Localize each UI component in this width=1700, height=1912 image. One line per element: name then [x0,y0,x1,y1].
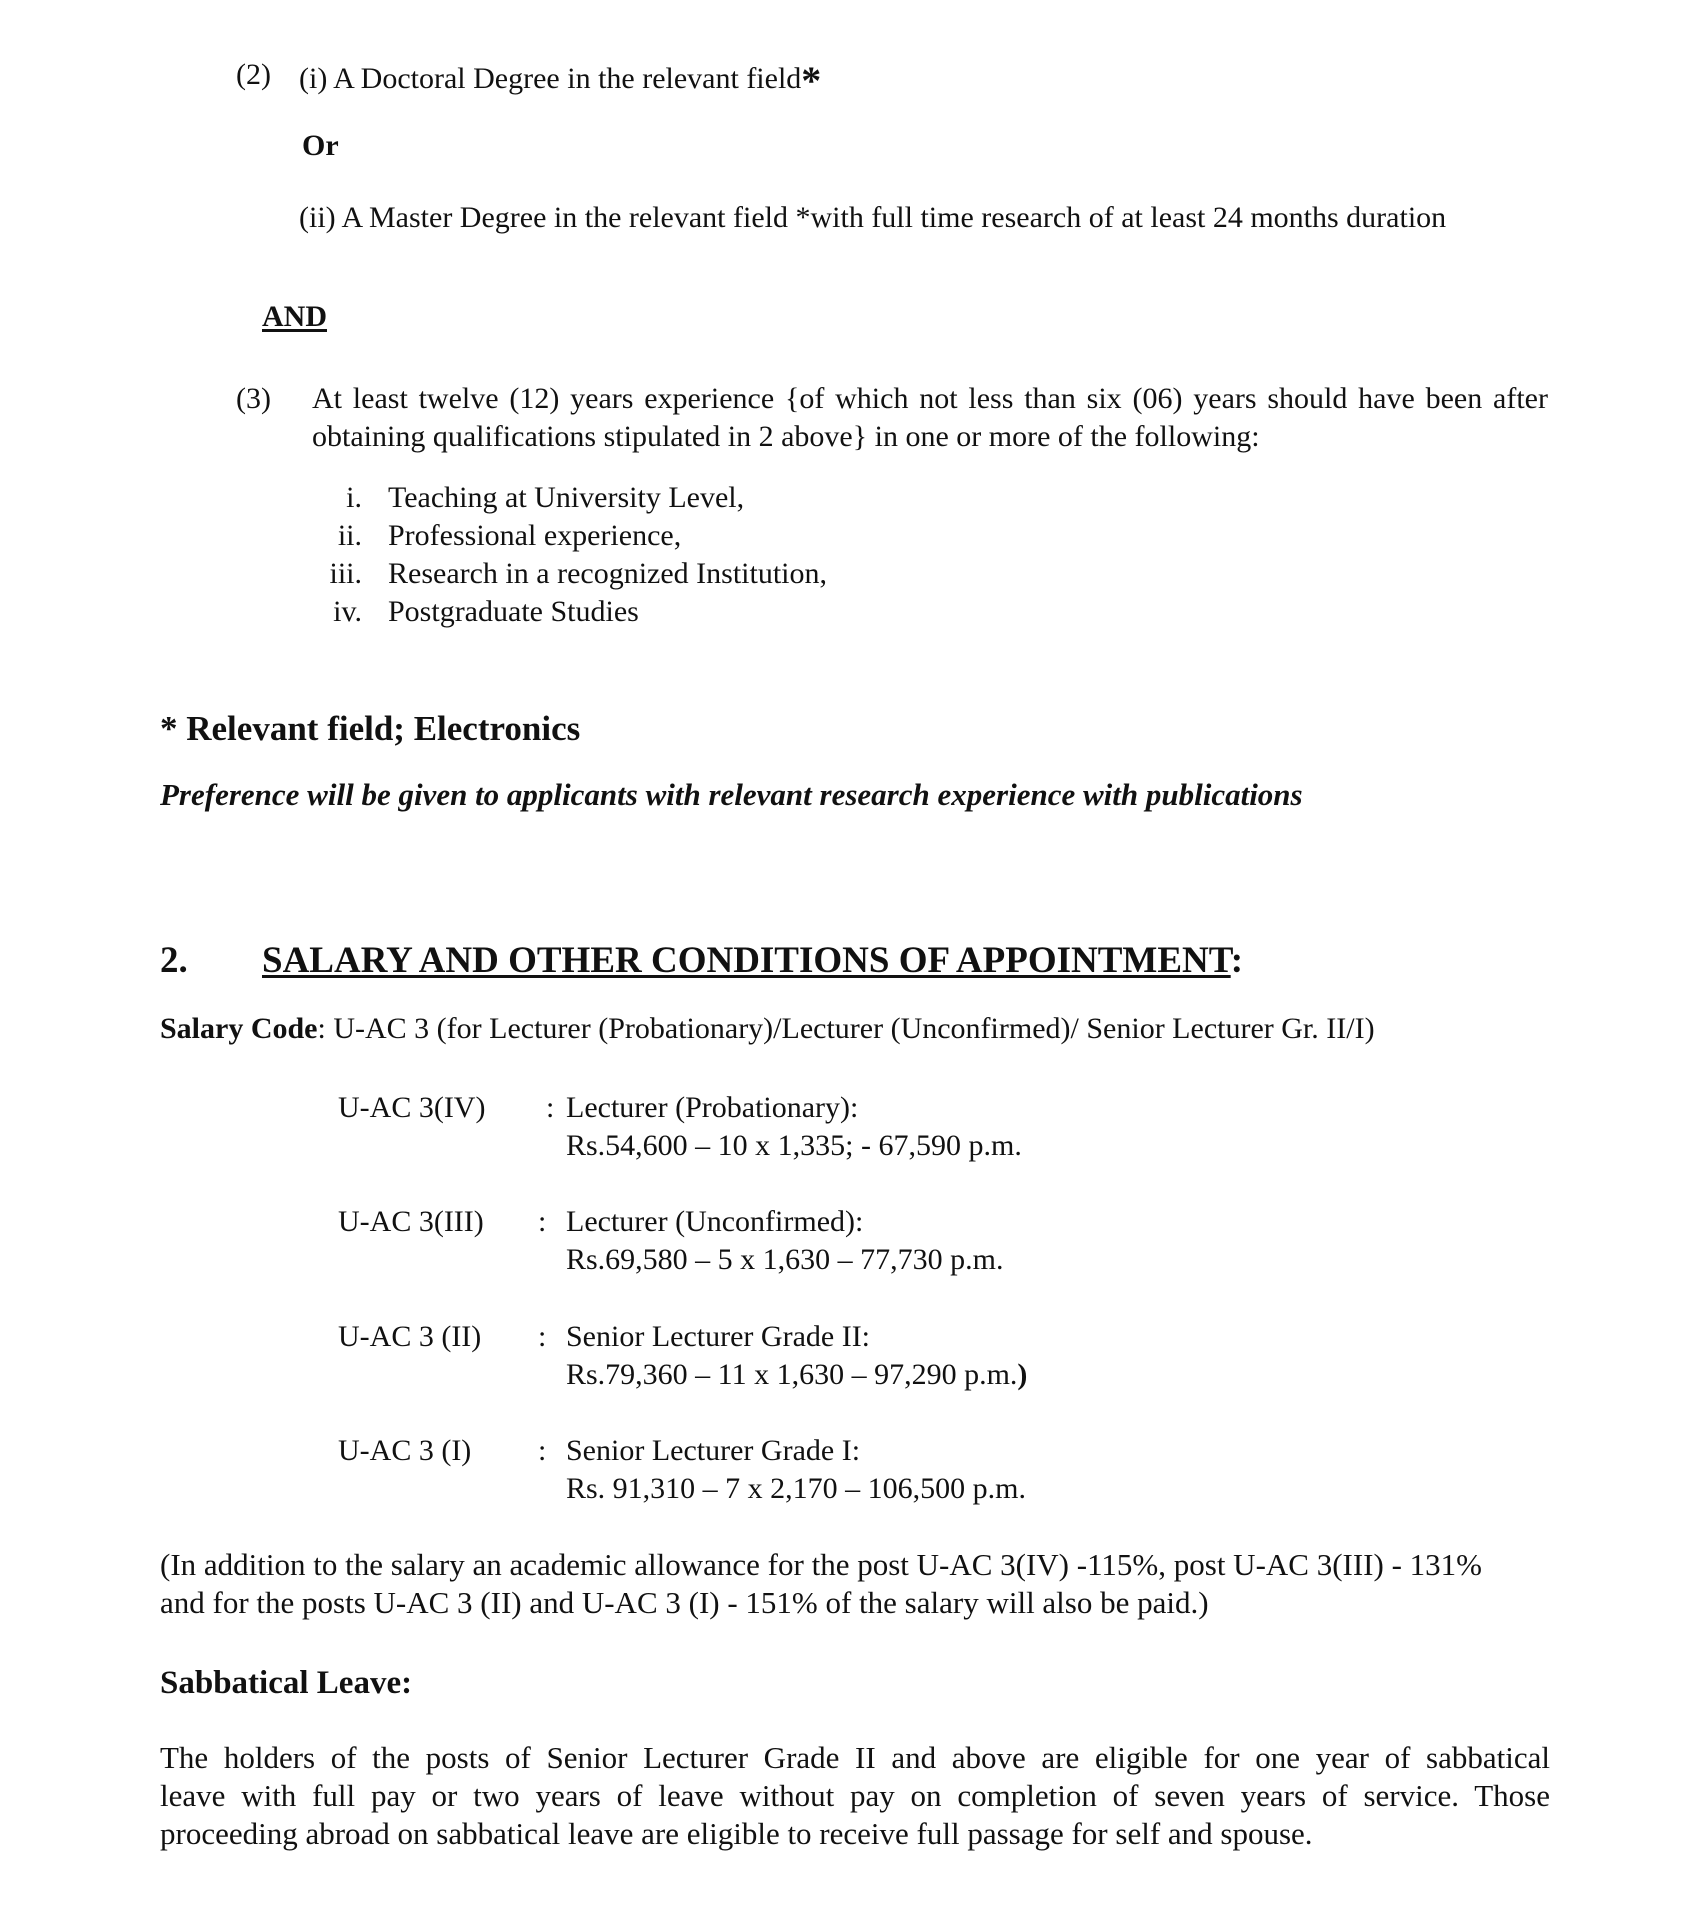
allowance-line-1: (In addition to the salary an academic allowance for the post U-AC 3(IV) -115%, post U-AC 3(III) - 131% [160,1547,1482,1582]
section-title [262,938,1243,984]
scale-colon: : [538,1434,547,1467]
item-3-line-1: At least twelve (12) years experience {of which not less than six (06) years should have been after [312,382,1548,415]
list-marker: ii. [337,519,362,552]
scale-title: Lecturer (Probationary): [566,1091,859,1124]
item-2-option-1 [299,56,822,103]
salary-code-label: Salary Code [160,1012,318,1045]
scale-colon: : [538,1205,547,1238]
preference-note: Preference will be given to applicants with relevant research experience with publications [160,777,1303,812]
scale-amount [566,1356,1027,1394]
sabbatical-line-2: leave with full pay or two years of leave without pay on completion of seven years of service. Those [160,1778,1550,1813]
scale-amount: Rs.54,600 – 10 x 1,335; - 67,590 p.m. [566,1129,1022,1162]
scale-amount: Rs.69,580 – 5 x 1,630 – 77,730 p.m. [566,1243,1004,1276]
scale-title: Lecturer (Unconfirmed): [566,1205,864,1238]
scale-amount: Rs. 91,310 – 7 x 2,170 – 106,500 p.m. [566,1472,1027,1505]
relevant-field-note: * Relevant field; Electronics [160,709,581,748]
item-2-option-2: (ii) A Master Degree in the relevant field *with full time research of at least 24 months duration [299,201,1447,234]
salary-code-text: : U-AC 3 (for Lecturer (Probationary)/Lecturer (Unconfirmed)/ Senior Lecturer Gr. II/I) [317,1012,1375,1045]
sabbatical-line-1: The holders of the posts of Senior Lecturer Grade II and above are eligible for one year of sabbatical [160,1740,1550,1775]
list-marker: iv. [333,595,362,628]
scale-amount-text: Rs.79,360 – 11 x 1,630 – 97,290 p.m. [566,1358,1018,1391]
and-label: AND [262,300,327,333]
scale-colon: : [546,1091,555,1124]
list-item: Professional experience, [388,519,682,552]
sabbatical-heading: Sabbatical Leave: [160,1665,413,1701]
sabbatical-line-3: proceeding abroad on sabbatical leave are eligible to receive full passage for self and spouse. [160,1816,1313,1851]
section-number: 2. [160,940,188,981]
scale-code: U-AC 3 (II) [338,1320,482,1353]
or-label: Or [302,129,339,162]
list-item: Teaching at University Level, [388,481,745,514]
list-marker: iii. [329,557,362,590]
list-item: Postgraduate Studies [388,595,639,628]
footnote-star: * [801,58,822,103]
section-title-colon: : [1230,940,1244,981]
item-2-number: (2) [236,58,271,91]
scale-code: U-AC 3(III) [338,1205,484,1238]
scale-amount-suffix: ) [1017,1358,1028,1391]
scale-code: U-AC 3 (I) [338,1434,472,1467]
section-title-text: SALARY AND OTHER CONDITIONS OF APPOINTMENT [262,940,1231,981]
list-marker: i. [346,481,362,514]
scale-title: Senior Lecturer Grade II: [566,1320,871,1353]
doctoral-degree-text: (i) A Doctoral Degree in the relevant field [299,62,802,95]
item-3-number: (3) [236,382,271,415]
allowance-line-2: and for the posts U-AC 3 (II) and U-AC 3 (I) - 151% of the salary will also be paid.) [160,1585,1209,1620]
scale-title: Senior Lecturer Grade I: [566,1434,861,1467]
scale-code: U-AC 3(IV) [338,1091,486,1124]
scale-colon: : [538,1320,547,1353]
salary-code-line [160,1010,1375,1048]
item-3-line-2: obtaining qualifications stipulated in 2 above} in one or more of the following: [312,420,1260,453]
list-item: Research in a recognized Institution, [388,557,828,590]
